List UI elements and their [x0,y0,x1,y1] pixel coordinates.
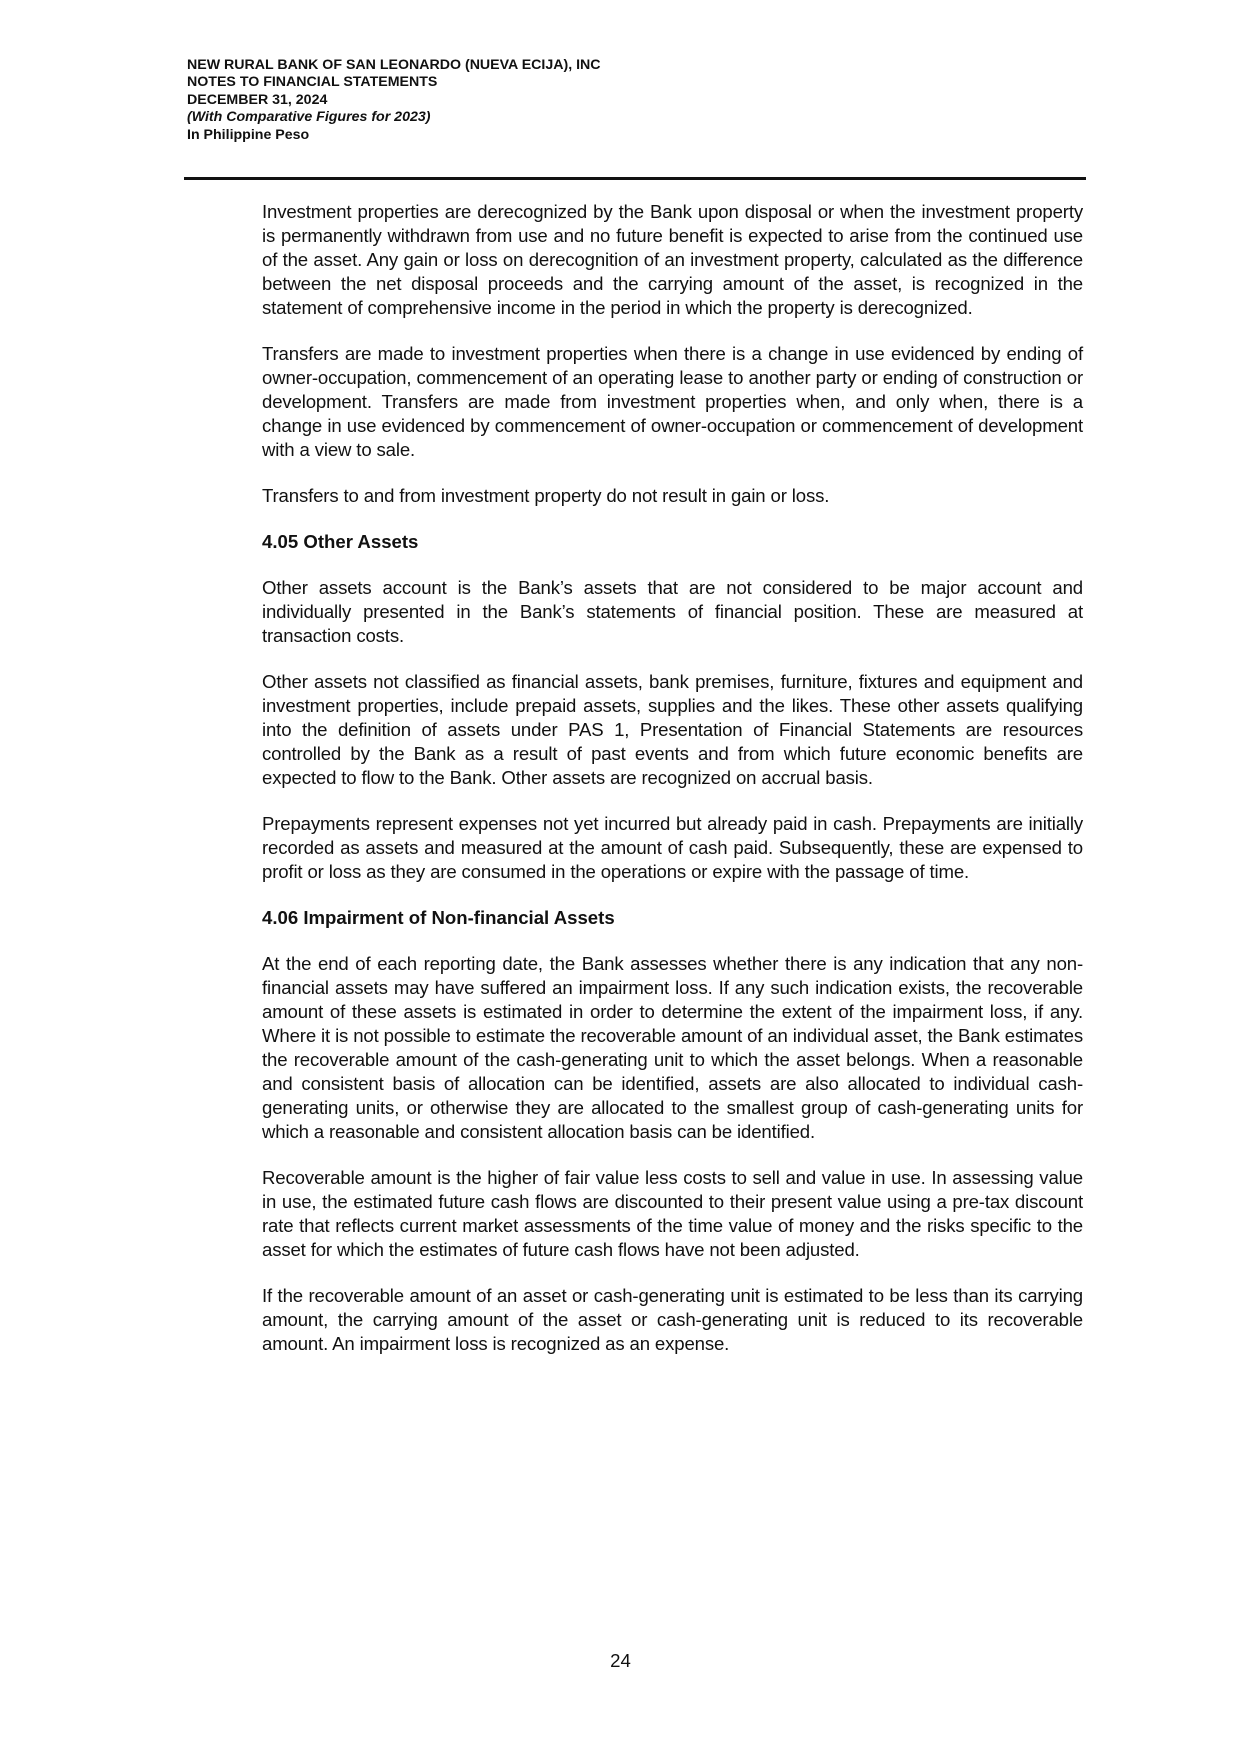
paragraph-transfers: Transfers are made to investment properties when there is a change in use evidenced by ending of owner-occupation, commencement of an operating lease to another party or ending of construction or development. Transfers are made from investment properties when, and only when, there is a change in use evidenced by commencement of owner-occupation or commencement of development with a view to sale. [262,343,1083,460]
statement-date: DECEMBER 31, 2024 [187,91,328,108]
paragraph-derecognition: Investment properties are derecognized by the Bank upon disposal or when the investment property is permanently withdrawn from use and no future benefit is expected to arise from the continued use of the asset. Any gain or loss on derecognition of an investment property, calculated as the difference between the net disposal proceeds and the carrying amount of the asset, is recognized in the statement of comprehensive income in the period in which the property is derecognized. [262,201,1083,318]
paragraph-recoverable-amount: Recoverable amount is the higher of fair value less costs to sell and value in use. In assessing value in use, the estimated future cash flows are discounted to their present value using a pre-tax discount rate that reflects current market assessments of the time value of money and the risks specific to the asset for which the estimates of future cash flows have not been adjusted. [262,1167,1083,1260]
currency-note: In Philippine Peso [187,126,310,143]
paragraph-impairment-assessment: At the end of each reporting date, the Bank assesses whether there is any indication that any non-financial assets may have suffered an impairment loss. If any such indication exists, the recoverable amount of these assets is estimated in order to determine the extent of the impairment loss, if any. Where it is not possible to estimate the recoverable amount of an individual asset, the Bank estimates the recoverable amount of the cash-generating unit to which the asset belongs. When a reasonable and consistent basis of allocation can be identified, assets are also allocated to individual cash-generating units, or otherwise they are allocated to the smallest group of cash-generating units for which a reasonable and consistent allocation basis can be identified. [262,953,1083,1142]
paragraph-other-assets-classification: Other assets not classified as financial assets, bank premises, furniture, fixtures and equipment and investment properties, include prepaid assets, supplies and the likes. These other assets qualifying into the definition of assets under PAS 1, Presentation of Financial Statements are resources controlled by the Bank as a result of past events and from which future economic benefits are expected to flow to the Bank. Other assets are recognized on accrual basis. [262,671,1083,788]
document-header [187,57,601,144]
section-heading-other-assets: 4.05 Other Assets [262,531,419,552]
comparative-note: (With Comparative Figures for 2023) [187,109,431,126]
document-body [262,200,1083,1378]
paragraph-prepayments: Prepayments represent expenses not yet incurred but already paid in cash. Prepayments are initially recorded as assets and measured at the amount of cash paid. Subsequently, these are expensed to profit or loss as they are consumed in the operations or expire with the passage of time. [262,813,1083,882]
document-title: NOTES TO FINANCIAL STATEMENTS [187,74,438,91]
paragraph-other-assets-definition: Other assets account is the Bank’s assets that are not considered to be major account and individually presented in the Bank’s statements of financial position. These are measured at transaction costs. [262,577,1083,646]
company-name: NEW RURAL BANK OF SAN LEONARDO (NUEVA ECIJA), INC [187,57,601,73]
paragraph-impairment-loss: If the recoverable amount of an asset or cash-generating unit is estimated to be less than its carrying amount, the carrying amount of the asset or cash-generating unit is reduced to its recoverable amount. An impairment loss is recognized as an expense. [262,1285,1083,1354]
section-heading-impairment: 4.06 Impairment of Non-financial Assets [262,907,615,928]
paragraph-transfers-gain-loss: Transfers to and from investment property do not result in gain or loss. [262,485,830,506]
header-divider [184,177,1086,180]
page-number: 24 [610,1650,631,1671]
